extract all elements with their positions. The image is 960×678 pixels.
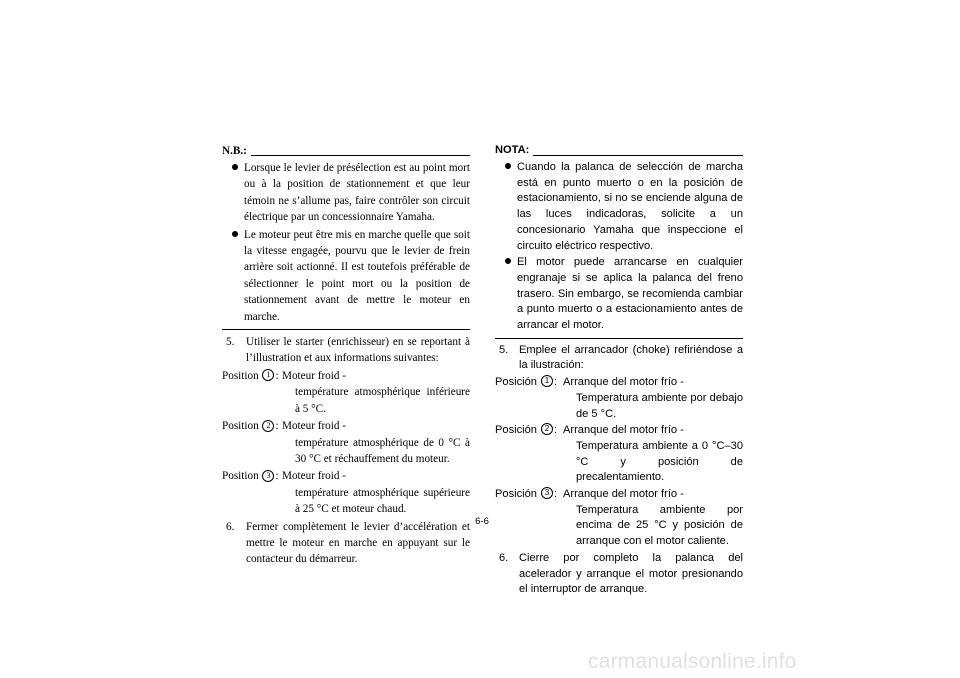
- position-label: Position 1 :: [222, 369, 279, 382]
- position-detail: température atmosphérique de 0 °C à 30 °C et réchauffement du moteur.: [295, 436, 470, 465]
- circled-number-icon: 2: [541, 423, 553, 435]
- note-end-rule: [222, 329, 470, 330]
- position-2: [495, 423, 743, 486]
- circled-number-icon: 3: [262, 470, 274, 482]
- circled-number-icon: 1: [262, 369, 274, 381]
- circled-number-icon: 3: [541, 487, 553, 499]
- bullet-text: El motor puede arrancarse en cualquier engranaje si se aplica la palanca del freno trasero. Sin embargo, se recomienda cambiar a punto muerto o a estacionamiento antes de arrancar el motor.: [517, 256, 743, 332]
- step-number: 6.: [499, 551, 509, 564]
- position-title: Moteur froid -: [282, 420, 347, 433]
- bullet-text: Lorsque le levier de présélection est au point mort ou à la position de stationnement et que leur témoin ne s’allume pas, faire contrôler son circuit électrique par un concessionnaire Yamaha.: [244, 162, 470, 224]
- step-6: [222, 519, 470, 568]
- note-bullet: [495, 160, 743, 254]
- position-detail: Temperatura ambiente a 0 °C–30 °C y posición de precalentamiento.: [576, 439, 743, 484]
- note-header: [495, 142, 743, 159]
- note-rule: [533, 155, 743, 156]
- position-label: Posición 3 :: [495, 488, 558, 501]
- step-5: [222, 334, 470, 367]
- position-detail: température atmosphérique supérieure à 25 °C et moteur chaud.: [295, 486, 470, 516]
- bullet-icon: [495, 160, 517, 254]
- note-rule: [251, 155, 470, 156]
- position-label: Position 3 :: [222, 470, 279, 483]
- position-title: Moteur froid -: [282, 369, 347, 382]
- circled-number-icon: 1: [541, 375, 553, 387]
- step-text: Cierre por completo la palanca del acelerador y arranque el motor presionando el interruptor de arranque.: [519, 551, 743, 596]
- step-text: Fermer complètement le levier d’accélération et mettre le moteur en marche en appuyant sur le contacteur du démarreur.: [246, 520, 470, 566]
- note-title: N.B.:: [222, 144, 247, 157]
- spanish-column: [495, 142, 743, 598]
- position-2: [222, 418, 470, 467]
- position-label: Posición 1 :: [495, 376, 558, 389]
- bullet-icon: [495, 255, 517, 334]
- position-detail: Temperatura ambiente por encima de 25 °C y posición de arranque con el motor caliente.: [576, 503, 743, 548]
- bullet-icon: [222, 160, 244, 226]
- step-text: Emplee el arrancador (choke) refiriéndose a la ilustración:: [519, 343, 743, 372]
- note-bullet: [222, 227, 470, 325]
- position-title: Moteur froid -: [282, 470, 347, 483]
- position-3: [222, 468, 470, 517]
- french-column: [222, 142, 470, 568]
- step-number: 5.: [499, 343, 509, 356]
- step-number: 6.: [226, 520, 235, 533]
- bullet-text: Le moteur peut être mis en marche quelle que soit la vitesse engagée, pourvu que le levier de frein arrière soit actionné. Il est toutefois préférable de sélectionner le point mort ou la position de stationnement avant de mettre le moteur en marche.: [244, 228, 470, 323]
- position-label: Posición 2 :: [495, 424, 558, 437]
- watermark: carmanualsonline.info: [588, 650, 797, 673]
- position-1: [222, 368, 470, 417]
- position-detail: température atmosphérique inférieure à 5 °C.: [295, 386, 470, 415]
- position-label: Position 2 :: [222, 420, 279, 433]
- circled-number-icon: 2: [262, 420, 274, 432]
- position-title: Arranque del motor frío -: [563, 488, 684, 501]
- note-header: [222, 142, 470, 159]
- position-detail: Temperatura ambiente por debajo de 5 °C.: [576, 391, 743, 420]
- step-6: [495, 551, 743, 598]
- bullet-icon: [222, 227, 244, 325]
- position-1: [495, 375, 743, 422]
- position-3: [495, 487, 743, 550]
- step-text: Utiliser le starter (enrichisseur) en se reportant à l’illustration et aux informations suivantes:: [246, 336, 470, 365]
- note-bullet: [495, 255, 743, 334]
- position-title: Arranque del motor frío -: [563, 376, 684, 389]
- note-bullet: [222, 160, 470, 226]
- step-number: 5.: [226, 336, 235, 349]
- position-title: Arranque del motor frío -: [563, 424, 684, 437]
- page-number: 6-6: [475, 516, 489, 527]
- step-5: [495, 343, 743, 374]
- note-end-rule: [495, 338, 743, 339]
- note-title: NOTA:: [495, 144, 530, 157]
- bullet-text: Cuando la palanca de selección de marcha está en punto muerto o en la posición de estacionamiento, si no se enciende alguna de las luces indicadoras, solicite a un concesionario Yamaha que inspeccione el circuito eléctrico respectivo.: [517, 161, 743, 252]
